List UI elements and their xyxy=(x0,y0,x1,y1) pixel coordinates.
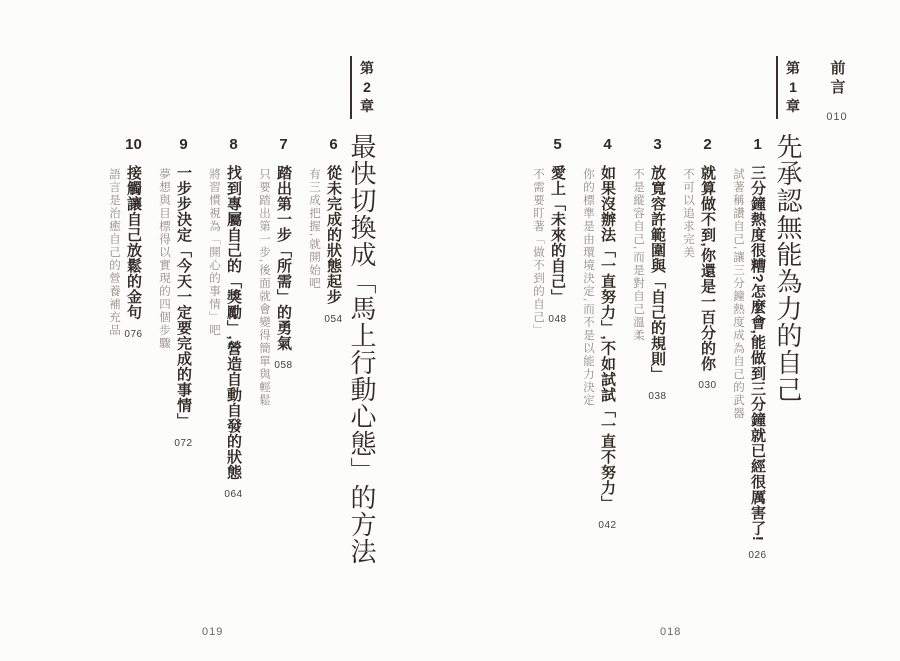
toc-item-6-main xyxy=(319,136,348,500)
toc-item-4 xyxy=(572,136,622,561)
front-matter-page: 010 xyxy=(826,111,848,123)
toc-item-4-title: 如果沒辦法「一直努力」,不如試試「一直不努力」 xyxy=(599,165,616,511)
toc-item-3-main xyxy=(643,136,672,561)
chapter-2-label xyxy=(350,56,374,119)
chapter-1-label-prefix: 第 xyxy=(786,60,800,76)
toc-item-2-main xyxy=(693,136,722,561)
toc-item-10-page: 076 xyxy=(124,329,143,340)
toc-item-9 xyxy=(148,136,198,500)
chapter-2-label-suffix: 章 xyxy=(360,98,374,114)
front-matter xyxy=(820,60,854,123)
toc-item-5-number: 5 xyxy=(553,136,562,153)
toc-item-2-title: 就算做不到,你還是一百分的你 xyxy=(699,165,716,372)
toc-item-2-subtitle: 不可以追求完美 xyxy=(682,168,694,259)
toc-item-9-title: 一步步決定「今天一定要完成的事情」 xyxy=(175,165,192,429)
toc-item-8-main xyxy=(219,136,248,500)
chapter-2-items xyxy=(98,136,348,500)
toc-item-3-number: 3 xyxy=(653,136,662,153)
chapter-2-title: 最快切換成「馬上行動心態」的方法 xyxy=(347,133,377,565)
toc-item-1 xyxy=(722,136,772,561)
chapter-2-label-prefix: 第 xyxy=(360,60,374,76)
toc-item-3-title: 放寬容許範圍與「自己的規則」 xyxy=(649,165,666,382)
toc-item-5-main xyxy=(543,136,572,561)
toc-item-7-title: 踏出第一步「所需」的勇氣 xyxy=(275,165,292,351)
toc-item-4-page: 042 xyxy=(598,519,617,531)
toc-item-9-subtitle: 夢想與目標得以實現的四個步驟 xyxy=(158,168,170,350)
toc-item-5-page: 048 xyxy=(548,313,567,325)
chapter-2-label-number: 2 xyxy=(363,79,371,95)
toc-item-6 xyxy=(298,136,348,500)
toc-item-6-title: 從未完成的狀態起步 xyxy=(325,165,342,305)
folio-right-page: 018 xyxy=(660,626,682,638)
toc-item-2 xyxy=(672,136,722,561)
toc-item-9-page: 072 xyxy=(174,437,193,449)
toc-item-4-main xyxy=(593,136,622,561)
toc-item-4-number: 4 xyxy=(603,136,612,153)
toc-item-2-page: 030 xyxy=(698,380,717,392)
front-matter-label: 前言 xyxy=(828,60,846,98)
toc-item-3-subtitle: 不是縱容自己,而是對自己溫柔 xyxy=(632,168,644,342)
toc-item-8-number: 8 xyxy=(229,136,238,153)
toc-item-3 xyxy=(622,136,672,561)
toc-item-5-title: 愛上「未來的自己」 xyxy=(549,165,566,305)
toc-item-1-title: 三分鐘熱度很糟?怎麼會,能做到三分鐘就已經很厲害了! xyxy=(749,165,766,542)
toc-item-3-page: 038 xyxy=(648,391,667,402)
toc-item-4-subtitle: 你的標準是由環境決定,而不是以能力決定 xyxy=(582,168,594,407)
toc-item-7-main xyxy=(269,136,298,500)
toc-item-1-page: 026 xyxy=(748,550,767,562)
toc-item-8-page: 064 xyxy=(224,488,243,500)
toc-item-6-subtitle: 有三成把握,就開始吧 xyxy=(308,168,320,290)
toc-item-7-number: 7 xyxy=(279,136,288,153)
toc-item-1-number: 1 xyxy=(753,136,762,153)
toc-item-1-main xyxy=(743,136,772,561)
chapter-1-label-number: 1 xyxy=(789,79,797,95)
chapter-1-items xyxy=(522,136,772,561)
toc-item-5 xyxy=(522,136,572,561)
toc-item-8 xyxy=(198,136,248,500)
toc-item-10-title: 接觸讓自己放鬆的金句 xyxy=(125,165,142,320)
toc-item-9-number: 9 xyxy=(179,136,188,153)
toc-item-10-subtitle: 語言是治癒自己的營養補充品 xyxy=(108,168,120,337)
toc-item-6-number: 6 xyxy=(329,136,338,153)
toc-item-1-subtitle: 試著稱讚自己,讓三分鐘熱度成為自己的武器 xyxy=(732,168,744,420)
toc-item-10-number: 10 xyxy=(125,136,142,153)
chapter-1-title: 先承認無能為力的自己 xyxy=(773,133,803,403)
chapter-1-label-suffix: 章 xyxy=(786,98,800,114)
toc-item-10 xyxy=(98,136,148,500)
toc-item-8-subtitle: 將習慣視為「開心的事情」吧 xyxy=(208,168,220,337)
toc-item-7-subtitle: 只要踏出第一步,後面就會變得簡單與輕鬆 xyxy=(258,168,270,407)
toc-item-2-number: 2 xyxy=(703,136,712,153)
toc-item-5-subtitle: 不需要盯著「做不到的自己」 xyxy=(532,168,544,337)
toc-item-10-main xyxy=(119,136,148,500)
chapter-1-label xyxy=(776,56,800,119)
toc-item-6-page: 054 xyxy=(324,313,343,325)
folio-left-page: 019 xyxy=(202,626,224,638)
toc-item-7 xyxy=(248,136,298,500)
toc-item-9-main xyxy=(169,136,198,500)
toc-item-7-page: 058 xyxy=(274,360,293,371)
toc-item-8-title: 找到專屬自己的「獎勵」,營造自動自發的狀態 xyxy=(225,165,242,480)
